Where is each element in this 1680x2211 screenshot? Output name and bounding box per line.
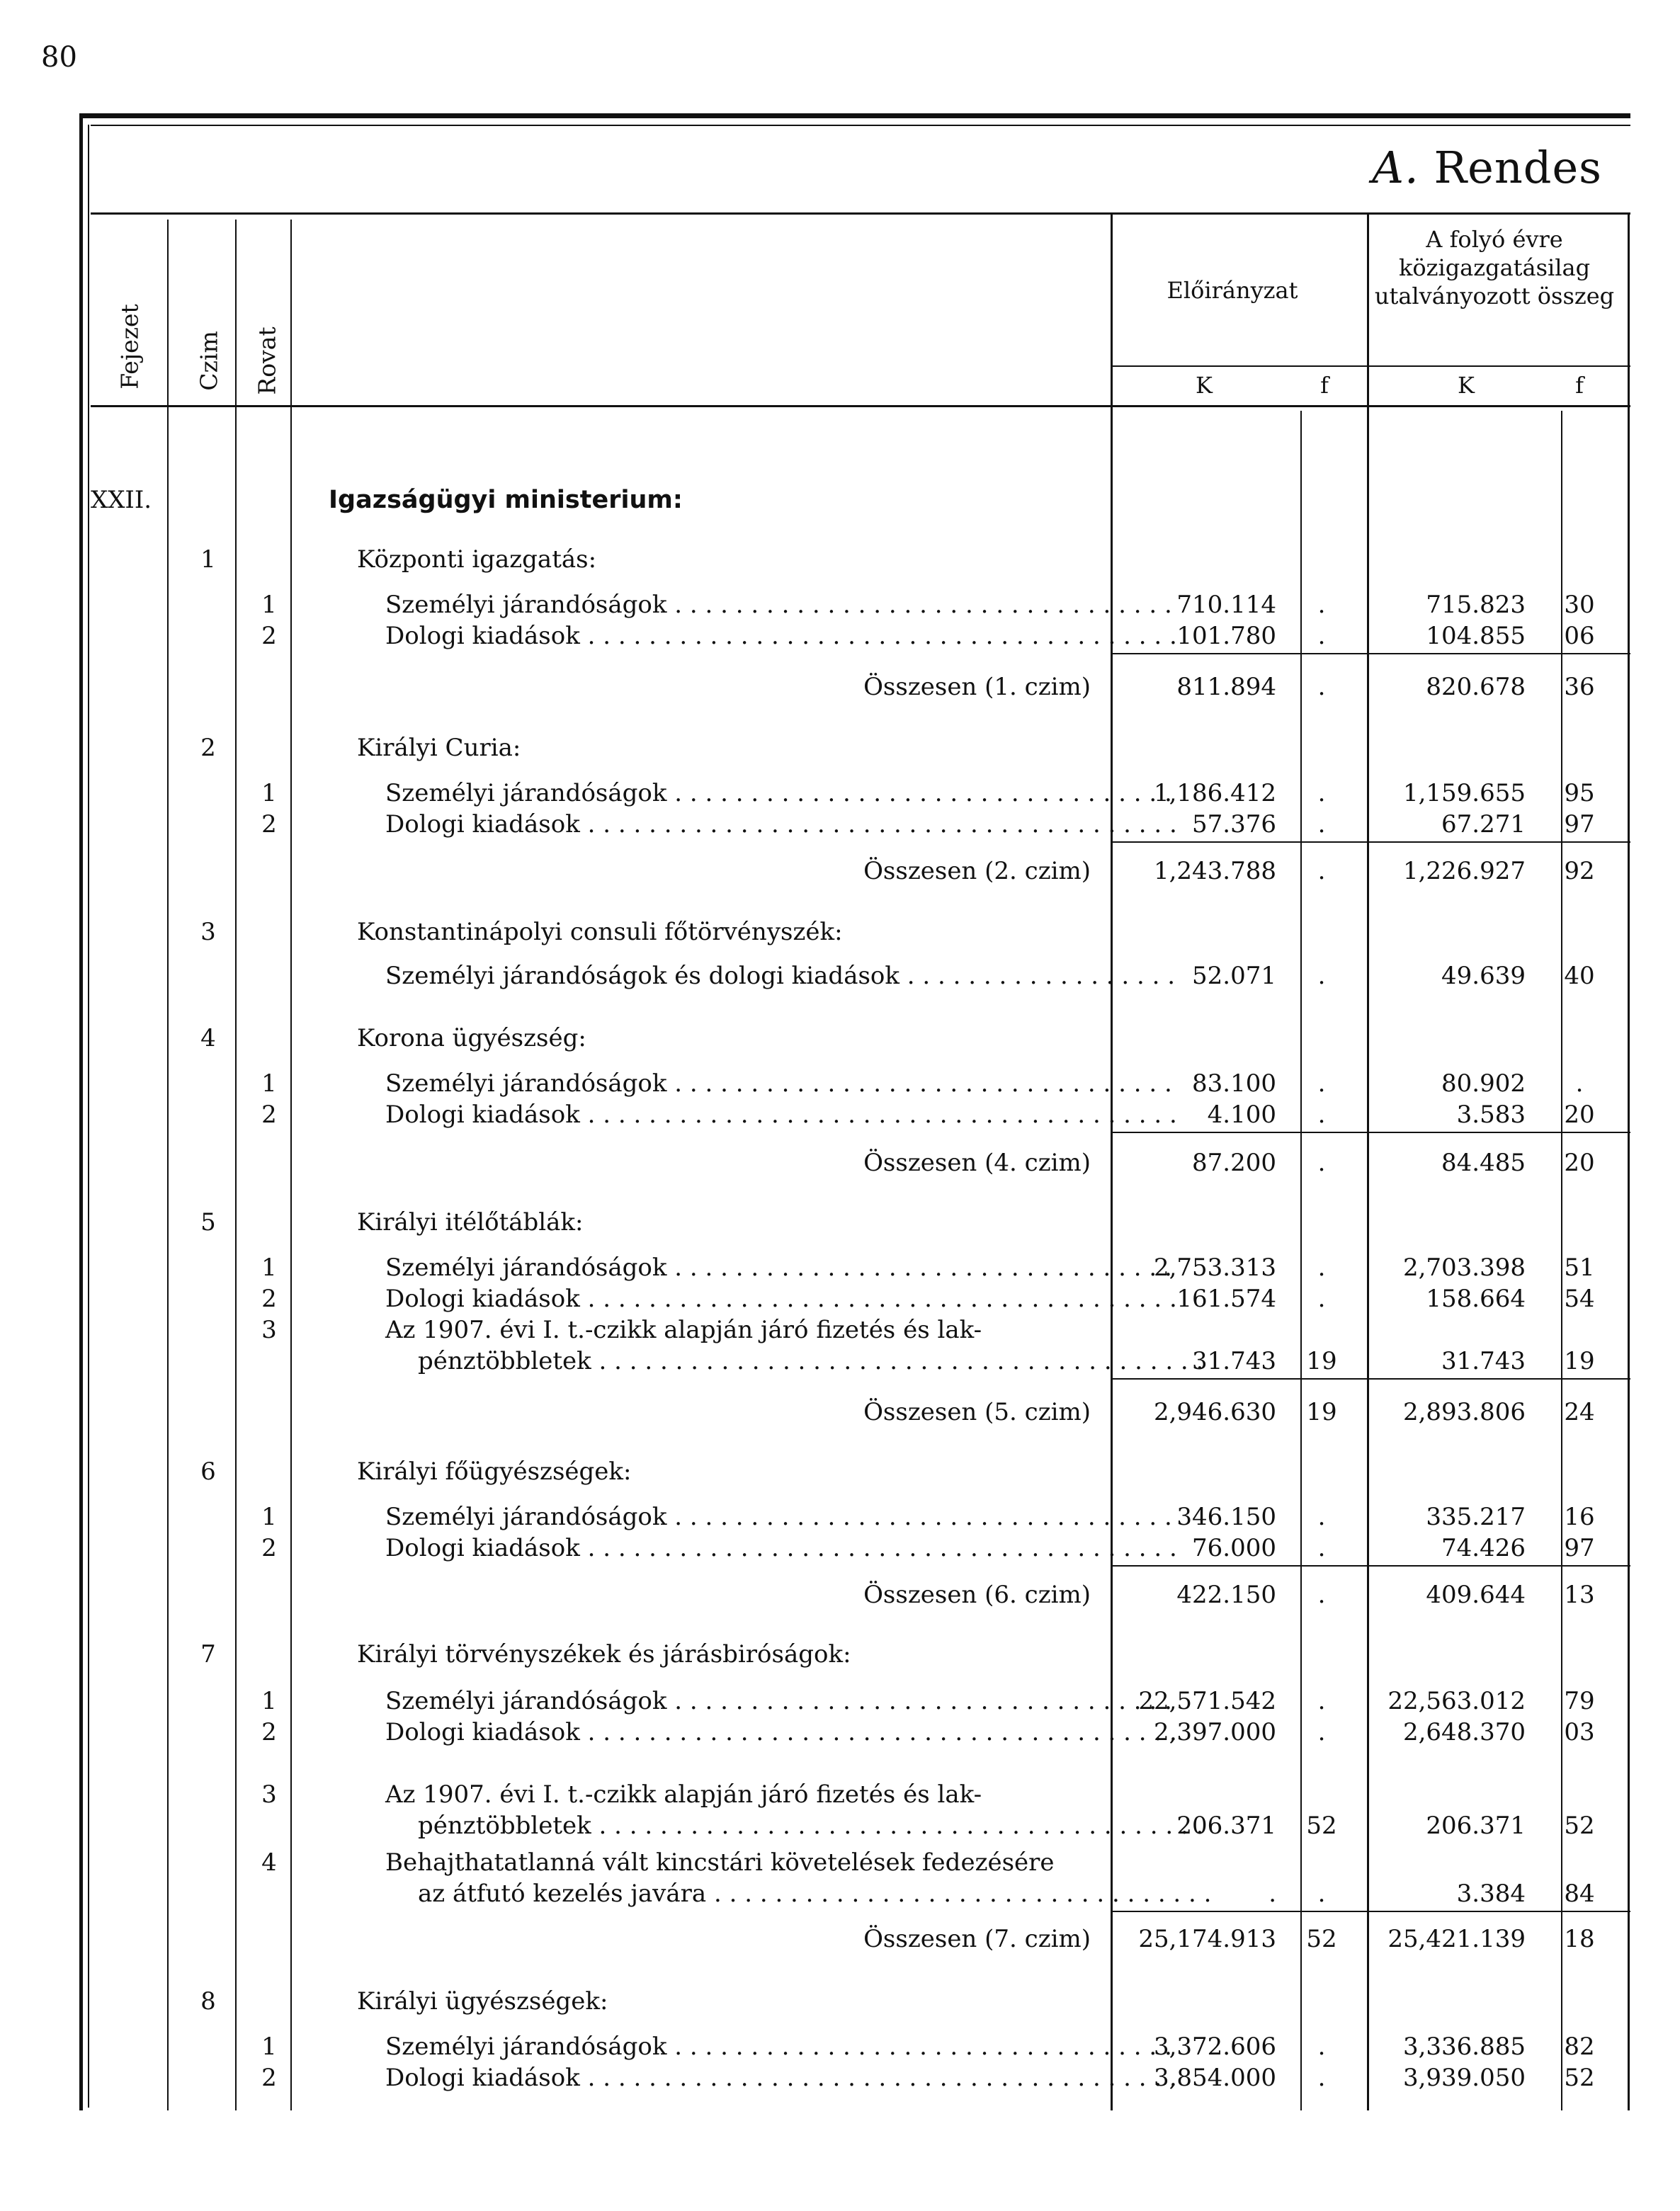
utalvanyozott-f-cell: 84 xyxy=(1564,1880,1595,1908)
unit-k-1: K xyxy=(1196,372,1213,399)
eloiranyzat-f-cell: . xyxy=(1317,779,1326,807)
col-header-fejezet: Fejezet xyxy=(115,304,144,390)
header-bottom-rule xyxy=(91,405,1630,407)
table-row xyxy=(0,1533,1680,1564)
eloiranyzat-k-cell: 2,753.313 xyxy=(1153,1254,1276,1282)
description-cell: Az 1907. évi I. t.-czikk alapján járó fizetés és lak- xyxy=(385,1780,982,1809)
section-word: Rendes xyxy=(1434,142,1602,193)
utalvanyozott-f-cell: . xyxy=(1575,1069,1584,1098)
description-cell: Dologi kiadások . . . xyxy=(297,1099,1179,1130)
utalvanyozott-f-cell: 97 xyxy=(1564,1534,1595,1562)
rovat-cell: 3 xyxy=(261,1316,277,1344)
table-row xyxy=(0,1147,1680,1178)
utalvanyozott-k-cell: 2,703.398 xyxy=(1402,1254,1526,1282)
eloiranyzat-k-cell: 4.100 xyxy=(1207,1101,1276,1129)
eloiranyzat-f-cell: . xyxy=(1317,1880,1326,1908)
description-cell: Személyi járandóságok . . . xyxy=(297,778,1179,809)
col-header-utalvanyozott: A folyó évre közigazgatásilag utalványozott összeg xyxy=(1374,226,1615,309)
description-cell: Személyi járandóságok . . . xyxy=(297,1068,1179,1099)
eloiranyzat-k-cell: 1,186.412 xyxy=(1153,779,1276,807)
czim-cell: 6 xyxy=(200,1457,216,1486)
eloiranyzat-k-cell: 57.376 xyxy=(1192,810,1276,839)
eloiranyzat-k-cell: 206.371 xyxy=(1176,1812,1276,1840)
description-cell: Személyi járandóságok . . . xyxy=(297,589,1179,620)
eloiranyzat-k-cell: 25,174.913 xyxy=(1138,1925,1276,1953)
table-row xyxy=(0,1252,1680,1283)
utalvanyozott-k-cell: 715.823 xyxy=(1426,591,1526,619)
utalvanyozott-f-cell: 79 xyxy=(1564,1687,1595,1715)
utalvanyozott-k-cell: 3.384 xyxy=(1456,1880,1526,1908)
utalvanyozott-f-cell: 82 xyxy=(1564,2033,1595,2061)
description-cell: Dologi kiadások . . . xyxy=(297,809,1179,840)
top-thick-rule xyxy=(79,113,1630,118)
table-row xyxy=(0,1314,1680,1346)
czim-cell: 1 xyxy=(200,545,216,574)
utalvanyozott-f-cell: 20 xyxy=(1564,1101,1595,1129)
description-cell: Királyi ügyészségek: xyxy=(357,1987,608,2016)
eloiranyzat-f-cell: . xyxy=(1317,810,1326,839)
eloiranyzat-k-cell: 3,854.000 xyxy=(1153,2064,1276,2092)
description-cell: Összesen (1. czim) xyxy=(863,673,1091,701)
table-row xyxy=(0,1810,1680,1841)
czim-cell: 3 xyxy=(200,918,216,946)
description-cell: Személyi járandóságok . . . xyxy=(297,1686,1179,1717)
table-row xyxy=(0,1346,1680,1377)
table-row xyxy=(0,2031,1680,2062)
utalvanyozott-f-cell: 13 xyxy=(1564,1581,1595,1609)
description-cell: Dologi kiadások . . . xyxy=(297,1533,1179,1564)
description-cell: Dologi kiadások . . . xyxy=(297,620,1179,652)
table-row xyxy=(0,1717,1680,1748)
unit-row-rule xyxy=(1112,365,1630,367)
table-row xyxy=(0,671,1680,703)
eloiranyzat-f-cell: 19 xyxy=(1306,1347,1337,1375)
eloiranyzat-f-cell: . xyxy=(1317,1581,1326,1609)
rovat-cell: 1 xyxy=(261,1069,277,1098)
eloiranyzat-k-cell: 346.150 xyxy=(1176,1503,1276,1531)
utalvanyozott-k-cell: 25,421.139 xyxy=(1387,1925,1526,1953)
eloiranyzat-f-cell: . xyxy=(1317,1503,1326,1531)
czim-cell: 5 xyxy=(200,1208,216,1237)
table-row xyxy=(0,1397,1680,1428)
eloiranyzat-f-cell: . xyxy=(1317,1149,1326,1177)
table-row xyxy=(0,1068,1680,1099)
utalvanyozott-k-cell: 84.485 xyxy=(1441,1149,1526,1177)
table-row xyxy=(0,1023,1680,1054)
description-cell: Királyi főügyészségek: xyxy=(357,1457,632,1486)
description-cell: Összesen (4. czim) xyxy=(863,1149,1091,1177)
eloiranyzat-f-cell: . xyxy=(1317,1101,1326,1129)
rovat-cell: 1 xyxy=(261,779,277,807)
table-row xyxy=(0,1878,1680,1909)
description-cell: Személyi járandóságok . . . xyxy=(297,1501,1179,1533)
table-row xyxy=(0,589,1680,620)
eloiranyzat-k-cell: . xyxy=(1268,1880,1276,1908)
eloiranyzat-f-cell: . xyxy=(1317,1285,1326,1313)
description-cell: Összesen (7. czim) xyxy=(863,1925,1091,1953)
eloiranyzat-f-cell: . xyxy=(1317,673,1326,701)
table-row xyxy=(0,1686,1680,1717)
utalvanyozott-f-cell: 52 xyxy=(1564,2064,1595,2092)
subtotal-rule xyxy=(1112,1132,1630,1133)
eloiranyzat-k-cell: 3,372.606 xyxy=(1153,2033,1276,2061)
eloiranyzat-k-cell: 87.200 xyxy=(1192,1149,1276,1177)
eloiranyzat-f-cell: . xyxy=(1317,2033,1326,2061)
rovat-cell: 2 xyxy=(261,1285,277,1313)
eloiranyzat-f-cell: . xyxy=(1317,962,1326,990)
table-row xyxy=(0,1579,1680,1610)
rovat-cell: 1 xyxy=(261,1687,277,1715)
description-cell: Személyi járandóságok . . . xyxy=(297,2031,1179,2062)
eloiranyzat-k-cell: 2,397.000 xyxy=(1153,1718,1276,1746)
description-cell: Királyi törvényszékek és járásbiróságok: xyxy=(357,1640,851,1669)
utalvanyozott-f-cell: 52 xyxy=(1564,1812,1595,1840)
utalvanyozott-k-cell: 409.644 xyxy=(1426,1581,1526,1609)
utalvanyozott-k-cell: 49.639 xyxy=(1441,962,1526,990)
utalvanyozott-f-cell: 40 xyxy=(1564,962,1595,990)
rovat-cell: 4 xyxy=(261,1848,277,1877)
description-cell: Összesen (5. czim) xyxy=(863,1398,1091,1426)
rovat-cell: 1 xyxy=(261,1254,277,1282)
header-top-rule xyxy=(91,212,1630,215)
eloiranyzat-k-cell: 811.894 xyxy=(1176,673,1276,701)
description-cell: Az 1907. évi I. t.-czikk alapján járó fizetés és lak- xyxy=(385,1316,982,1344)
rovat-cell: 3 xyxy=(261,1780,277,1809)
rovat-cell: 2 xyxy=(261,1718,277,1746)
eloiranyzat-f-cell: . xyxy=(1317,622,1326,650)
table-row xyxy=(0,1283,1680,1314)
utalvanyozott-k-cell: 31.743 xyxy=(1441,1347,1526,1375)
section-letter: A. xyxy=(1372,142,1419,193)
utalvanyozott-f-cell: 06 xyxy=(1564,622,1595,650)
eloiranyzat-k-cell: 31.743 xyxy=(1192,1347,1276,1375)
eloiranyzat-k-cell: 52.071 xyxy=(1192,962,1276,990)
description-cell: Dologi kiadások . . . xyxy=(297,1283,1179,1314)
description-cell: Személyi járandóságok . . . xyxy=(297,1252,1179,1283)
czim-cell: 2 xyxy=(200,734,216,762)
eloiranyzat-k-cell: 22,571.542 xyxy=(1138,1687,1276,1715)
table-row xyxy=(0,732,1680,763)
subtotal-rule xyxy=(1112,1911,1630,1912)
eloiranyzat-k-cell: 710.114 xyxy=(1176,591,1276,619)
eloiranyzat-f-cell: . xyxy=(1317,1687,1326,1715)
table-row xyxy=(0,856,1680,887)
description-cell: pénztöbbletek . . . xyxy=(297,1810,1211,1841)
utalvanyozott-f-cell: 18 xyxy=(1564,1925,1595,1953)
table-row xyxy=(0,809,1680,840)
utalvanyozott-f-cell: 16 xyxy=(1564,1503,1595,1531)
utalvanyozott-k-cell: 2,893.806 xyxy=(1402,1398,1526,1426)
table-row xyxy=(0,544,1680,575)
col-header-eloiranyzat: Előirányzat xyxy=(1167,277,1298,304)
eloiranyzat-f-cell: 19 xyxy=(1306,1398,1337,1426)
utalvanyozott-f-cell: 19 xyxy=(1564,1347,1595,1375)
description-cell: Királyi Curia: xyxy=(357,734,521,762)
description-cell: Konstantinápolyi consuli főtörvényszék: xyxy=(357,918,843,946)
eloiranyzat-k-cell: 2,946.630 xyxy=(1153,1398,1276,1426)
rovat-cell: 2 xyxy=(261,622,277,650)
description-cell: Dologi kiadások . . . xyxy=(297,1717,1179,1748)
utalvanyozott-k-cell: 335.217 xyxy=(1426,1503,1526,1531)
unit-f-2: f xyxy=(1575,372,1584,399)
utalvanyozott-k-cell: 67.271 xyxy=(1441,810,1526,839)
eloiranyzat-k-cell: 76.000 xyxy=(1192,1534,1276,1562)
eloiranyzat-f-cell: . xyxy=(1317,857,1326,885)
description-cell: Összesen (6. czim) xyxy=(863,1581,1091,1609)
eloiranyzat-k-cell: 161.574 xyxy=(1176,1285,1276,1313)
description-cell: Összesen (2. czim) xyxy=(863,857,1091,885)
table-row xyxy=(0,916,1680,948)
rovat-cell: 1 xyxy=(261,591,277,619)
top-thin-rule xyxy=(91,125,1630,126)
czim-cell: 4 xyxy=(200,1024,216,1052)
subtotal-rule xyxy=(1112,653,1630,654)
eloiranyzat-k-cell: 101.780 xyxy=(1176,622,1276,650)
utalvanyozott-k-cell: 158.664 xyxy=(1426,1285,1526,1313)
utalvanyozott-k-cell: 206.371 xyxy=(1426,1812,1526,1840)
table-row xyxy=(0,1099,1680,1130)
utalvanyozott-k-cell: 104.855 xyxy=(1426,622,1526,650)
eloiranyzat-f-cell: 52 xyxy=(1306,1925,1337,1953)
table-row xyxy=(0,1779,1680,1810)
description-cell: az átfutó kezelés javára . . . xyxy=(297,1878,1211,1909)
czim-cell: 7 xyxy=(200,1640,216,1669)
eloiranyzat-f-cell: . xyxy=(1317,1254,1326,1282)
table-row xyxy=(0,620,1680,652)
table-row xyxy=(0,484,1680,516)
description-cell: Személyi járandóságok és dologi kiadások . . . xyxy=(297,960,1179,991)
utalvanyozott-k-cell: 74.426 xyxy=(1441,1534,1526,1562)
utalvanyozott-k-cell: 1,159.655 xyxy=(1402,779,1526,807)
rovat-cell: 2 xyxy=(261,810,277,839)
fejezet-cell: XXII. xyxy=(91,486,152,514)
table-row xyxy=(0,1923,1680,1955)
rovat-cell: 2 xyxy=(261,1101,277,1129)
utalvanyozott-f-cell: 24 xyxy=(1564,1398,1595,1426)
table-row xyxy=(0,1639,1680,1670)
eloiranyzat-f-cell: . xyxy=(1317,1534,1326,1562)
eloiranyzat-k-cell: 1,243.788 xyxy=(1153,857,1276,885)
page-number: 80 xyxy=(41,41,77,74)
eloiranyzat-f-cell: . xyxy=(1317,2064,1326,2092)
utalvanyozott-f-cell: 97 xyxy=(1564,810,1595,839)
eloiranyzat-f-cell: . xyxy=(1317,1069,1326,1098)
eloiranyzat-k-cell: 83.100 xyxy=(1192,1069,1276,1098)
utalvanyozott-k-cell: 3,939.050 xyxy=(1402,2064,1526,2092)
table-row xyxy=(0,2062,1680,2093)
description-cell: Királyi itélőtáblák: xyxy=(357,1208,584,1237)
table-row xyxy=(0,1207,1680,1238)
utalvanyozott-f-cell: 54 xyxy=(1564,1285,1595,1313)
table-row xyxy=(0,1847,1680,1878)
subtotal-rule xyxy=(1112,841,1630,843)
table-row xyxy=(0,1986,1680,2017)
col-header-rovat: Rovat xyxy=(253,326,281,395)
utalvanyozott-k-cell: 2,648.370 xyxy=(1402,1718,1526,1746)
description-cell: Központi igazgatás: xyxy=(357,545,597,574)
table-row xyxy=(0,1501,1680,1533)
eloiranyzat-f-cell: . xyxy=(1317,591,1326,619)
description-cell: Korona ügyészség: xyxy=(357,1024,586,1052)
czim-cell: 8 xyxy=(200,1987,216,2016)
utalvanyozott-k-cell: 80.902 xyxy=(1441,1069,1526,1098)
eloiranyzat-k-cell: 422.150 xyxy=(1176,1581,1276,1609)
description-cell: Behajthatatlanná vált kincstári követelések fedezésére xyxy=(385,1848,1055,1877)
subtotal-rule xyxy=(1112,1565,1630,1567)
rovat-cell: 1 xyxy=(261,1503,277,1531)
eloiranyzat-f-cell: 52 xyxy=(1306,1812,1337,1840)
utalvanyozott-k-cell: 3.583 xyxy=(1456,1101,1526,1129)
unit-f-1: f xyxy=(1320,372,1329,399)
utalvanyozott-f-cell: 30 xyxy=(1564,591,1595,619)
utalvanyozott-k-cell: 3,336.885 xyxy=(1402,2033,1526,2061)
col-header-czim: Czim xyxy=(195,331,223,391)
utalvanyozott-k-cell: 820.678 xyxy=(1426,673,1526,701)
utalvanyozott-f-cell: 36 xyxy=(1564,673,1595,701)
utalvanyozott-f-cell: 95 xyxy=(1564,779,1595,807)
subtotal-rule xyxy=(1112,1378,1630,1380)
table-row xyxy=(0,1456,1680,1487)
rovat-cell: 2 xyxy=(261,1534,277,1562)
rovat-cell: 2 xyxy=(261,2064,277,2092)
description-cell: pénztöbbletek . . . xyxy=(297,1346,1211,1377)
section-title xyxy=(1372,142,1602,193)
utalvanyozott-k-cell: 22,563.012 xyxy=(1387,1687,1526,1715)
unit-k-2: K xyxy=(1458,372,1475,399)
rovat-cell: 1 xyxy=(261,2033,277,2061)
eloiranyzat-f-cell: . xyxy=(1317,1718,1326,1746)
utalvanyozott-k-cell: 1,226.927 xyxy=(1402,857,1526,885)
table-row xyxy=(0,778,1680,809)
table-row xyxy=(0,960,1680,991)
utalvanyozott-f-cell: 03 xyxy=(1564,1718,1595,1746)
utalvanyozott-f-cell: 92 xyxy=(1564,857,1595,885)
utalvanyozott-f-cell: 20 xyxy=(1564,1149,1595,1177)
description-cell: Dologi kiadások . . . xyxy=(297,2062,1179,2093)
description-cell: Igazságügyi ministerium: xyxy=(329,486,683,514)
utalvanyozott-f-cell: 51 xyxy=(1564,1254,1595,1282)
